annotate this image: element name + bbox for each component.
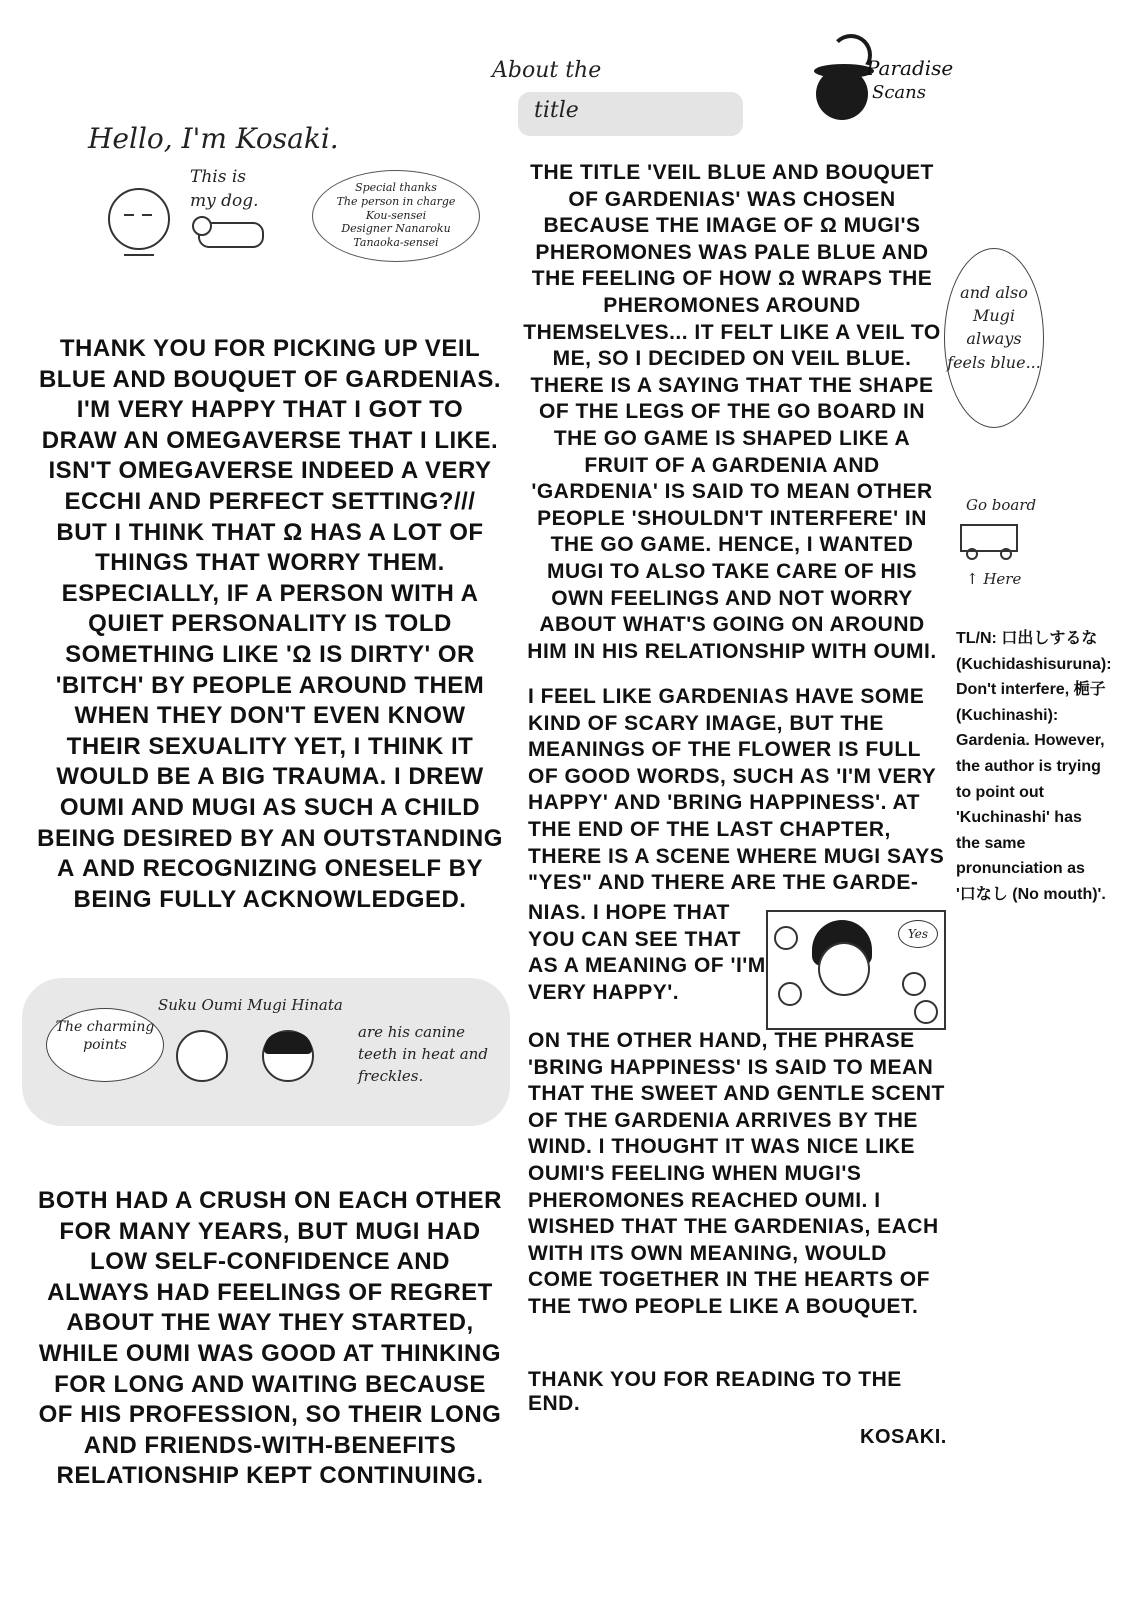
about-title-label: About the [492,58,602,83]
go-board-label: Go board [966,496,1037,514]
mugi-face-icon [818,942,870,996]
special-thanks-bubble [312,170,480,262]
left-paragraph-2: BOTH HAD A CRUSH ON EACH OTHER FOR MANY YEARS, BUT MUGI HAD LOW SELF-CONFIDENCE AND ALWAYS HAD FEELINGS OF REGRET ABOUT THE WAY THEY STARTED, WHILE OUMI WAS GOOD AT THINKING FOR LONG AND WAITING BECAUSE OF HIS PROFESSION, SO THEIR LONG AND FRIENDS-WITH-BENEFITS RELATIONSHIP KEPT CONTINUING. [38,1187,502,1490]
logo-line-2: Scans [872,82,926,103]
oumi-face-icon [176,1030,228,1082]
translator-note: TL/N: 口出しするな (Kuchidashisuruna): Don't interfere, 梔子 (Kuchinashi): Gardenia. However, the author is trying to point out 'Kuchinashi' has the same pronunciation as '口なし (No mouth)'. [956,630,1112,903]
scanlator-logo [810,30,954,125]
avatar-feet-icon [124,244,154,256]
author-signature: KOSAKI. [860,1426,947,1448]
author-avatar-icon [108,188,170,250]
gardenia-icon [914,1000,938,1024]
gardenia-icon [774,926,798,950]
character-names: Suku Oumi Mugi Hinata [158,996,343,1014]
logo-line-1: Paradise [866,56,954,80]
left-paragraph-1: THANK YOU FOR PICKING UP VEIL BLUE AND BOUQUET OF GARDENIAS. I'M VERY HAPPY THAT I GOT TO DRAW AN OMEGAVERSE THAT I LIKE. ISN'T OMEGAVERSE INDEED A VERY ECCHI AND PERFECT SETTING?/// BUT I THINK THAT Ω HAS A LOT OF THINGS THAT WORRY THEM. ESPECIALLY, IF A PERSON WITH A QUIET PERSONALITY IS TOLD SOMETHING LIKE 'Ω IS DIRTY' OR 'BITCH' BY PEOPLE AROUND THEM WHEN THEY DON'T EVEN KNOW THEIR SEXUALITY YET, I THINK IT WOULD BE A BIG TRAUMA. I DREW OUMI AND MUGI AS SUCH A CHILD BEING DESIRED BY AN OUTSTANDING Α AND RECOGNIZING ONESELF BY BEING FULLY ACKNOWLEDGED. [37,335,503,913]
go-board-icon [960,524,1018,552]
special-thanks-line: Designer Nanaroku [341,222,451,236]
dog-icon [198,222,264,248]
right-paragraph-2: I FEEL LIKE GARDENIAS HAVE SOME KIND OF SCARY IMAGE, BUT THE MEANINGS OF THE FLOWER IS FULL OF GOOD WORDS, SUCH AS 'I'M VERY HAPPY' AND 'BRING HAPPINESS'. AT THE END OF THE LAST CHAPTER, THERE IS A SCENE WHERE MUGI SAYS "YES" AND THERE ARE THE GARDE- [528,685,945,895]
special-thanks-line: The person in charge [336,194,456,208]
title-highlight-text: title [534,98,579,123]
dog-caption: This is my dog. [190,167,259,211]
special-thanks-line: Kou-sensei [365,208,427,222]
special-thanks-heading: Special thanks [355,181,437,194]
closing-thanks: THANK YOU FOR READING TO THE END. [528,1368,902,1415]
right-paragraph-3: ON THE OTHER HAND, THE PHRASE 'BRING HAPPINESS' IS SAID TO MEAN THAT THE SWEET AND GENTLE SCENT OF THE GARDENIA ARRIVES BY THE WIND. I THOUGHT IT WAS NICE LIKE OUMI'S FEELING WHEN MUGI'S PHEROMONES REACHED OUMI. I WISHED THAT THE GARDENIAS, EACH WITH ITS OWN MEANING, WOULD COME TOGETHER IN THE HEARTS OF THE TWO PEOPLE LIKE A BOUQUET. [528,1029,945,1318]
yes-speech-bubble: Yes [898,920,938,948]
go-board-arrow-note: ↑ Here [966,570,1022,588]
mugi-face-icon [262,1030,314,1082]
yes-scene-panel [766,910,946,1030]
right-paragraph-1: THE TITLE 'VEIL BLUE AND BOUQUET OF GARDENIAS' WAS CHOSEN BECAUSE THE IMAGE OF Ω MUGI'S PHEROMONES WAS PALE BLUE AND THE FEELING OF HOW Ω WRAPS THE PHEROMONES AROUND THEMSELVES... IT FELT LIKE A VEIL TO ME, SO I DECIDED ON VEIL BLUE. THERE IS A SAYING THAT THE SHAPE OF THE LEGS OF THE GO BOARD IN THE GO GAME IS SHAPED LIKE A FRUIT OF A GARDENIA AND 'GARDENIA' IS SAID TO MEAN OTHER PEOPLE 'SHOULDN'T INTERFERE' IN THE GO GAME. HENCE, I WANTED MUGI TO ALSO TAKE CARE OF HIS OWN FEELINGS AND NOT WORRY ABOUT WHAT'S GOING ON AROUND HIM IN HIS RELATIONSHIP WITH OUMI. [523,161,941,663]
right-paragraph-2-continued: NIAS. I HOPE THAT YOU CAN SEE THAT AS A MEANING OF 'I'M VERY HAPPY'. [528,901,766,1004]
greeting-heading: Hello, I'm Kosaki. [88,122,339,155]
gardenia-icon [902,972,926,996]
special-thanks-line: Tanaoka-sensei [353,236,439,249]
feels-blue-bubble: and also Mugi always feels blue... [944,248,1044,428]
gardenia-icon [778,982,802,1006]
charming-points-text: are his canine teeth in heat and freckles. [358,1023,488,1085]
charming-points-bubble: The charming points [46,1008,164,1082]
pot-icon [816,68,868,120]
title-highlight-bar [518,92,743,136]
